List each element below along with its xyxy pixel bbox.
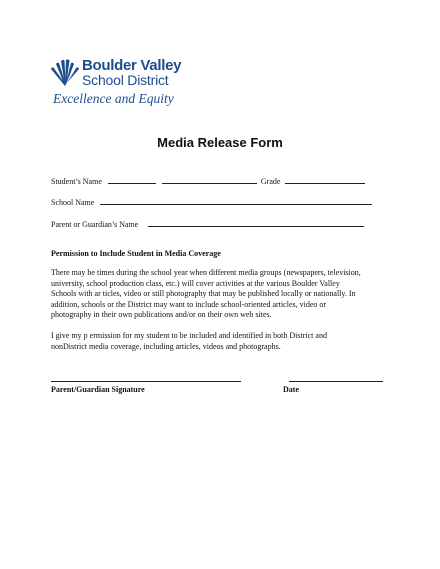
- district-logo: [50, 58, 220, 110]
- school-name-row: [51, 196, 372, 207]
- parent-name-field[interactable]: [148, 218, 364, 227]
- paragraph-line: Schools with ar ticles, video or still photography that may be published locally or nationally. In: [51, 289, 356, 299]
- paragraph-line: addition, schools or the District may want to include school-oriented articles, video or: [51, 299, 327, 309]
- logo-name-line2: School District: [82, 72, 169, 88]
- paragraph-line: I give my p ermission for my student to be included and identified in both District and: [51, 331, 327, 340]
- school-name-label: School Name: [51, 198, 95, 207]
- student-name-label: Student’s Name: [51, 177, 102, 186]
- signature-field[interactable]: [51, 381, 241, 382]
- date-field[interactable]: [289, 381, 383, 382]
- section-heading: Permission to Include Student in Media Coverage: [51, 249, 221, 258]
- paragraph-line: There may be times during the school year when different media groups (newspapers, television,: [51, 268, 361, 277]
- logo-tagline: Excellence and Equity: [53, 91, 174, 106]
- paragraph-line: university, school production class, etc.) will cover activities at the various Boulder Valley: [51, 278, 340, 288]
- parent-name-row: [51, 218, 364, 229]
- signature-label: Parent/Guardian Signature: [51, 385, 145, 394]
- school-name-field[interactable]: [100, 196, 372, 205]
- permission-paragraph: [51, 331, 381, 352]
- date-label: Date: [283, 385, 299, 394]
- parent-name-label: Parent or Guardian’s Name: [51, 220, 139, 229]
- sun-burst-logo-icon: [50, 58, 80, 88]
- student-first-name-field[interactable]: [108, 175, 156, 184]
- paragraph-line: photography in their own publications and/or on their own web sites.: [51, 310, 272, 320]
- student-name-row: [51, 175, 365, 186]
- logo-name-line1: Boulder Valley: [82, 57, 182, 74]
- coverage-paragraph: [51, 268, 381, 321]
- grade-label: Grade: [260, 177, 281, 186]
- grade-field[interactable]: [285, 175, 365, 184]
- paragraph-line: nonDistrict media coverage, including articles, videos and photographs.: [51, 341, 281, 351]
- student-last-name-field[interactable]: [162, 175, 257, 184]
- form-title: Media Release Form: [157, 135, 283, 150]
